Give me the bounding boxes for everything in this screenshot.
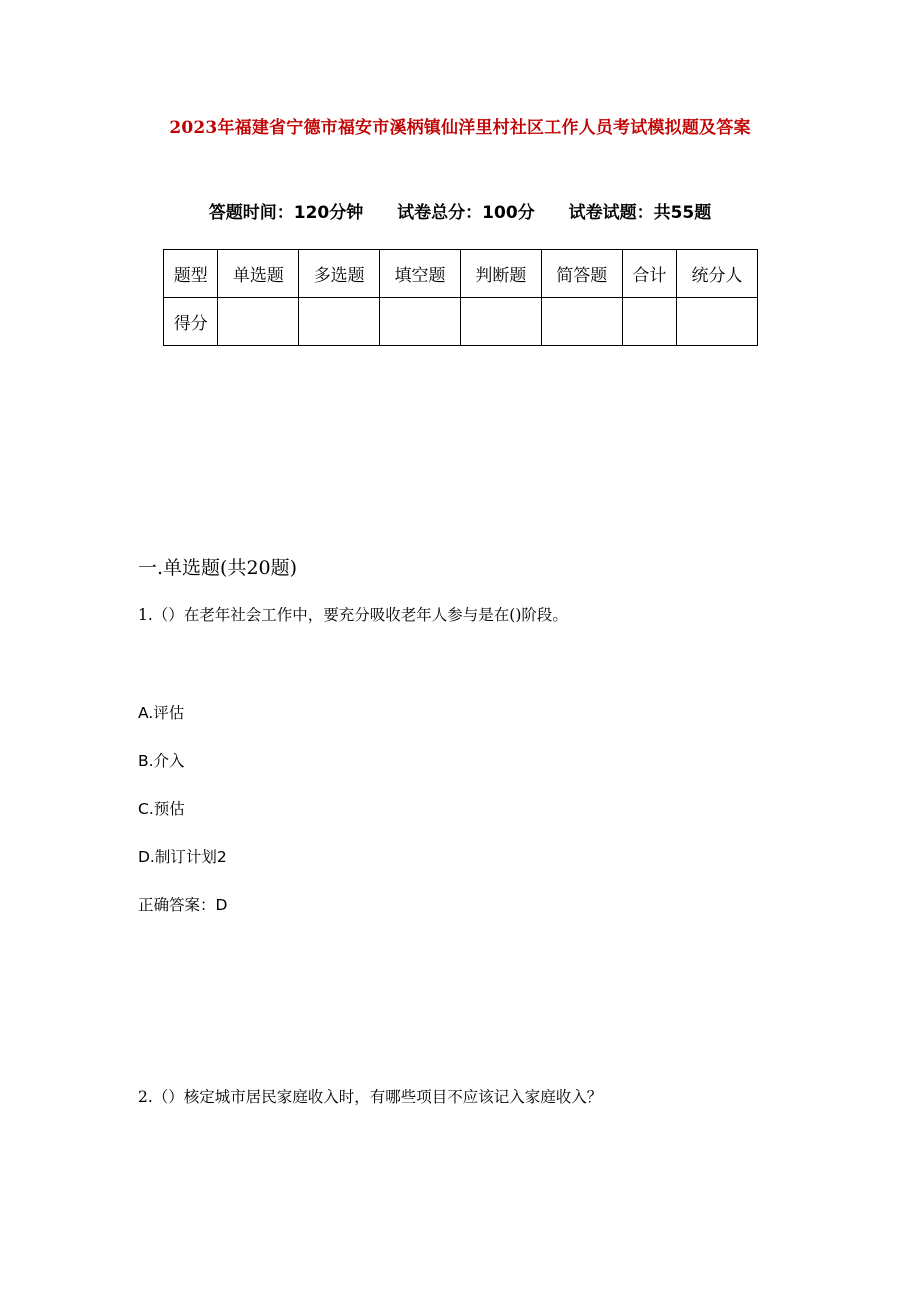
question-1-option-a: A.评估	[138, 704, 185, 722]
score-header-cell: 填空题	[380, 250, 461, 298]
score-table	[163, 249, 758, 346]
score-header-cell: 合计	[622, 250, 676, 298]
score-header-cell: 统分人	[677, 250, 758, 298]
score-header-cell: 简答题	[541, 250, 622, 298]
score-header-cell: 判断题	[460, 250, 541, 298]
score-row-label: 得分	[164, 298, 218, 346]
question-1-option-b: B.介入	[138, 752, 185, 770]
exam-meta	[0, 198, 920, 223]
exam-total-score: 试卷总分：100分	[397, 203, 535, 223]
score-table-header-row	[164, 250, 758, 298]
score-header-cell: 题型	[164, 250, 218, 298]
question-1-option-d: D.制订计划2	[138, 848, 227, 866]
score-cell	[677, 298, 758, 346]
score-table-score-row	[164, 298, 758, 346]
section-title: 一.单选题(共20题)	[138, 557, 298, 579]
score-header-cell: 单选题	[218, 250, 299, 298]
score-cell	[299, 298, 380, 346]
question-1-answer: 正确答案：D	[138, 896, 228, 914]
document-title: 2023年福建省宁德市福安市溪柄镇仙洋里村社区工作人员考试模拟题及答案	[169, 118, 751, 138]
score-header-cell: 多选题	[299, 250, 380, 298]
exam-question-count: 试卷试题：共55题	[568, 203, 712, 223]
score-cell	[380, 298, 461, 346]
question-1-option-c: C.预估	[138, 800, 185, 818]
score-cell	[622, 298, 676, 346]
score-cell	[218, 298, 299, 346]
score-cell	[460, 298, 541, 346]
score-cell	[541, 298, 622, 346]
question-1-text: 1.（）在老年社会工作中，要充分吸收老年人参与是在()阶段。	[138, 606, 568, 624]
question-2-text: 2.（）核定城市居民家庭收入时，有哪些项目不应该记入家庭收入？	[138, 1088, 603, 1106]
exam-time: 答题时间：120分钟	[208, 203, 364, 223]
